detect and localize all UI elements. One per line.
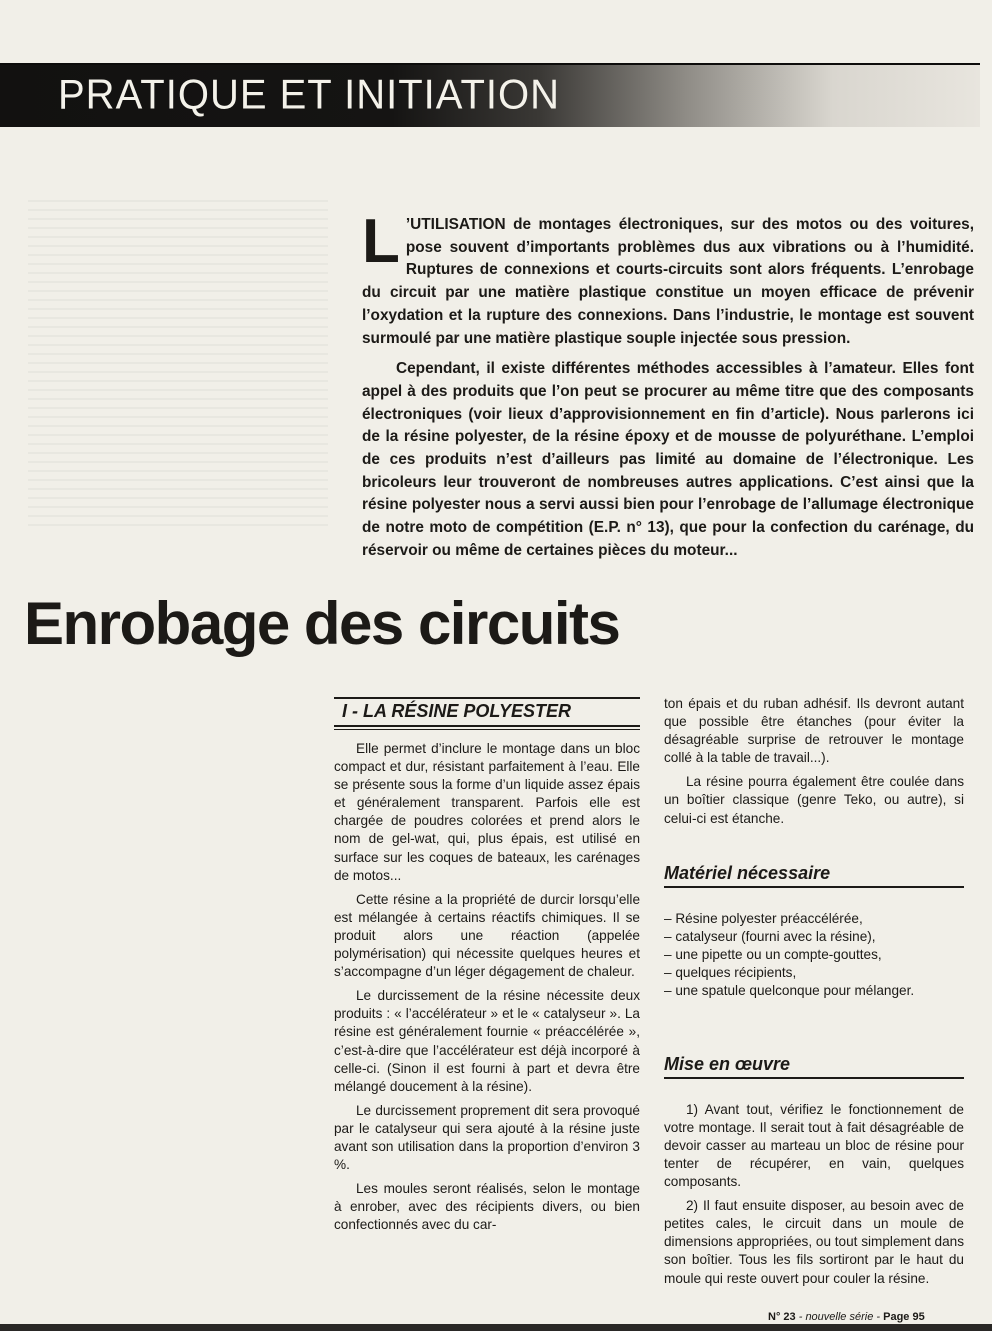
section-rule-bottom (334, 725, 640, 727)
intro-block (362, 207, 974, 571)
drop-cap: L (362, 207, 400, 276)
paragraph: 2) Il faut ensuite disposer, au besoin avec de petites cales, le circuit dans un moule de dimensions appropriées, ou tout simplement dans son boîtier. Tous les fils sortiront par le haut du moule qui reste ouvert pour couler la résine. (664, 1198, 964, 1286)
series-label: nouvelle série (805, 1311, 874, 1323)
paragraph: 1) Avant tout, vérifiez le fonctionnement de votre montage. Il serait tout à fait désagréable de devoir casser au marteau un bloc de résine pour tenter de récupérer, en vain, quelques composants. (664, 1101, 964, 1190)
paragraph: Le durcissement de la résine nécessite deux produits : « l’accélérateur » et le « catalyseur ». La résine est généralement fournie « préaccélérée », c’est-à-dire que l’accélérateur est déjà incorporé à celle-ci. (Sinon il est fourni à part et devra être mélangé doucement à la résine). (334, 988, 640, 1094)
paragraph: Elle permet d’inclure le montage dans un bloc compact et dur, résistant parfaitement à l’eau. Elle se présente sous la forme d’un liquide assez épais et généralement transparent. Parfois elle est chargée de poudres colorées et prend alors le nom de gel-wat, qui, plus épais, est utilisé en surface sur les coques de bateaux, les carénages de motos... (334, 741, 640, 883)
scan-edge (0, 1324, 992, 1331)
section-rule-bottom-thin (334, 729, 640, 730)
paragraph: Le durcissement proprement dit sera provoqué par le catalyseur qui sera ajouté à la résine juste avant son utilisation dans la proportion d’environ 3 %. (334, 1102, 640, 1173)
subsection-heading-materiel: Matériel nécessaire (664, 862, 831, 883)
paragraph: Cette résine a la propriété de durcir lorsqu’elle est mélangée à certains réactifs chimiques. Il se produit alors une réaction (appelée polymérisation) qui nécessite quelques heures et s’accompagne d’un léger dégagement de chaleur. (334, 891, 640, 980)
bleed-through-texture (28, 200, 328, 530)
subsection-rule (664, 1077, 964, 1079)
list-item: – une spatule quelconque pour mélanger. (664, 983, 915, 999)
list-item: – quelques récipients, (664, 965, 797, 981)
intro-paragraph-2: Cependant, il existe différentes méthodes accessibles à l’amateur. Elles font appel à des produits que l’on peut se procurer au même titre que des composants électroniques (voir lieux d’approvisionnement en fin d’article). Nous parlerons ici de la résine polyester, de la résine époxy et de mousse de polyuréthane. L’emploi de ces produits n’est d’ailleurs pas limité au domaine de l’électronique. Les bricoleurs leur trouveront de nombreuses autres applications. C’est ainsi que la résine polyester nous a servi aussi bien pour l’enrobage de l’allumage électronique de notre moto de compétition (E.P. n° 13), que pour la confection du carénage, du réservoir ou même de certaines pièces du moteur... (362, 360, 974, 559)
section-heading-resine: I - LA RÉSINE POLYESTER (342, 701, 572, 721)
issue-number: N° 23 (768, 1311, 796, 1323)
section-rule-top (334, 697, 640, 699)
paragraph: ton épais et du ruban adhésif. Ils devront autant que possible être étanches (pour éviter la désagréable surprise de retrouver le montage collé à la table de travail...). (664, 696, 964, 766)
page-number: Page 95 (883, 1311, 925, 1323)
list-item: – une pipette ou un compte-gouttes, (664, 947, 882, 963)
subsection-rule (664, 886, 964, 888)
paragraph: Les moules seront réalisés, selon le montage à enrober, avec des récipients divers, ou bien confectionnés avec du car- (334, 1181, 640, 1233)
section-header-title: PRATIQUE ET INITIATION (58, 71, 561, 119)
list-item: – Résine polyester préaccélérée, (664, 910, 863, 926)
subsection-heading-mise: Mise en œuvre (664, 1053, 791, 1074)
column-1 (334, 697, 640, 1240)
materiel-list (664, 910, 964, 1001)
page-footer: N° 23 - nouvelle série - Page 95 (768, 1311, 925, 1323)
column-2 (664, 695, 964, 1294)
intro-paragraph-1-text: ’UTILISATION de montages électroniques, sur des motos ou des voitures, pose souvent d’importants problèmes dus aux vibrations ou à l’humidité. Ruptures de connexions et courts-circuits sont alors fréquents. L’enrobage du circuit par une matière plastique constitue un moyen efficace de prévenir l’oxydation et la rupture des connexions. Dans l’industrie, le montage est souvent surmoulé par une matière plastique souple injectée sous pression. (362, 216, 974, 347)
paragraph: La résine pourra également être coulée dans un boîtier classique (genre Teko, ou autre), si celui-ci est étanche. (664, 774, 964, 826)
article-title: Enrobage des circuits (24, 590, 620, 657)
list-item: – catalyseur (fourni avec la résine), (664, 928, 876, 944)
intro-paragraph-1 (362, 207, 974, 350)
